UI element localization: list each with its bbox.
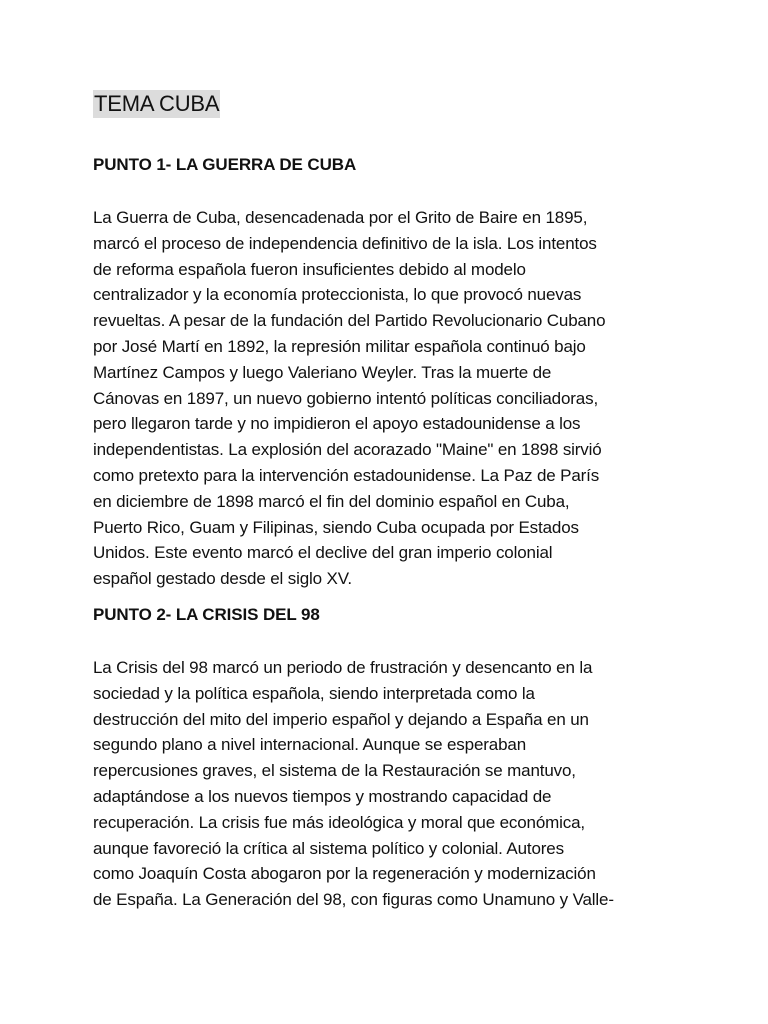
paragraph-line: recuperación. La crisis fue más ideológica y moral que económica, xyxy=(93,812,585,832)
paragraph-line: La Crisis del 98 marcó un periodo de frustración y desencanto en la xyxy=(93,657,593,677)
paragraph-line: Martínez Campos y luego Valeriano Weyler. Tras la muerte de xyxy=(93,362,552,382)
paragraph-line: de España. La Generación del 98, con figuras como Unamuno y Valle- xyxy=(93,890,614,910)
section-paragraph-punto-1 xyxy=(93,205,693,592)
paragraph-line: como Joaquín Costa abogaron por la regeneración y modernización xyxy=(93,864,596,884)
paragraph-line: destrucción del mito del imperio español y dejando a España en un xyxy=(93,709,589,729)
paragraph-line: marcó el proceso de independencia definitivo de la isla. Los intentos xyxy=(93,233,597,253)
paragraph-line: independentistas. La explosión del acorazado "Maine" en 1898 sirvió xyxy=(93,440,602,460)
paragraph-line: español gestado desde el siglo XV. xyxy=(93,569,352,589)
document-content xyxy=(93,90,693,913)
paragraph-line: repercusiones graves, el sistema de la Restauración se mantuvo, xyxy=(93,761,576,781)
section-paragraph-punto-2 xyxy=(93,655,693,913)
paragraph-line: Unidos. Este evento marcó el declive del gran imperio colonial xyxy=(93,543,553,563)
paragraph-line: de reforma española fueron insuficientes debido al modelo xyxy=(93,259,526,279)
document-title: TEMA CUBA xyxy=(94,91,220,116)
paragraph-line: en diciembre de 1898 marcó el fin del dominio español en Cuba, xyxy=(93,491,570,511)
paragraph-line: Puerto Rico, Guam y Filipinas, siendo Cuba ocupada por Estados xyxy=(93,517,579,537)
paragraph-line: por José Martí en 1892, la represión militar española continuó bajo xyxy=(93,336,586,356)
paragraph-line: segundo plano a nivel internacional. Aunque se esperaban xyxy=(93,735,526,755)
paragraph-line: como pretexto para la intervención estadounidense. La Paz de París xyxy=(93,465,600,485)
paragraph-line: sociedad y la política española, siendo interpretada como la xyxy=(93,683,535,703)
paragraph-line: centralizador y la economía proteccionista, lo que provocó nuevas xyxy=(93,285,582,305)
section-heading-punto-2: PUNTO 2- LA CRISIS DEL 98 xyxy=(93,604,320,624)
paragraph-line: La Guerra de Cuba, desencadenada por el Grito de Baire en 1895, xyxy=(93,208,588,227)
paragraph-line: pero llegaron tarde y no impidieron el apoyo estadounidense a los xyxy=(93,414,581,434)
paragraph-line: aunque favoreció la crítica al sistema político y colonial. Autores xyxy=(93,838,564,858)
paragraph-line: Cánovas en 1897, un nuevo gobierno intentó políticas conciliadoras, xyxy=(93,388,599,408)
section-heading-punto-1: PUNTO 1- LA GUERRA DE CUBA xyxy=(93,155,357,174)
paragraph-line: revueltas. A pesar de la fundación del Partido Revolucionario Cubano xyxy=(93,311,606,331)
paragraph-line: adaptándose a los nuevos tiempos y mostrando capacidad de xyxy=(93,786,552,806)
